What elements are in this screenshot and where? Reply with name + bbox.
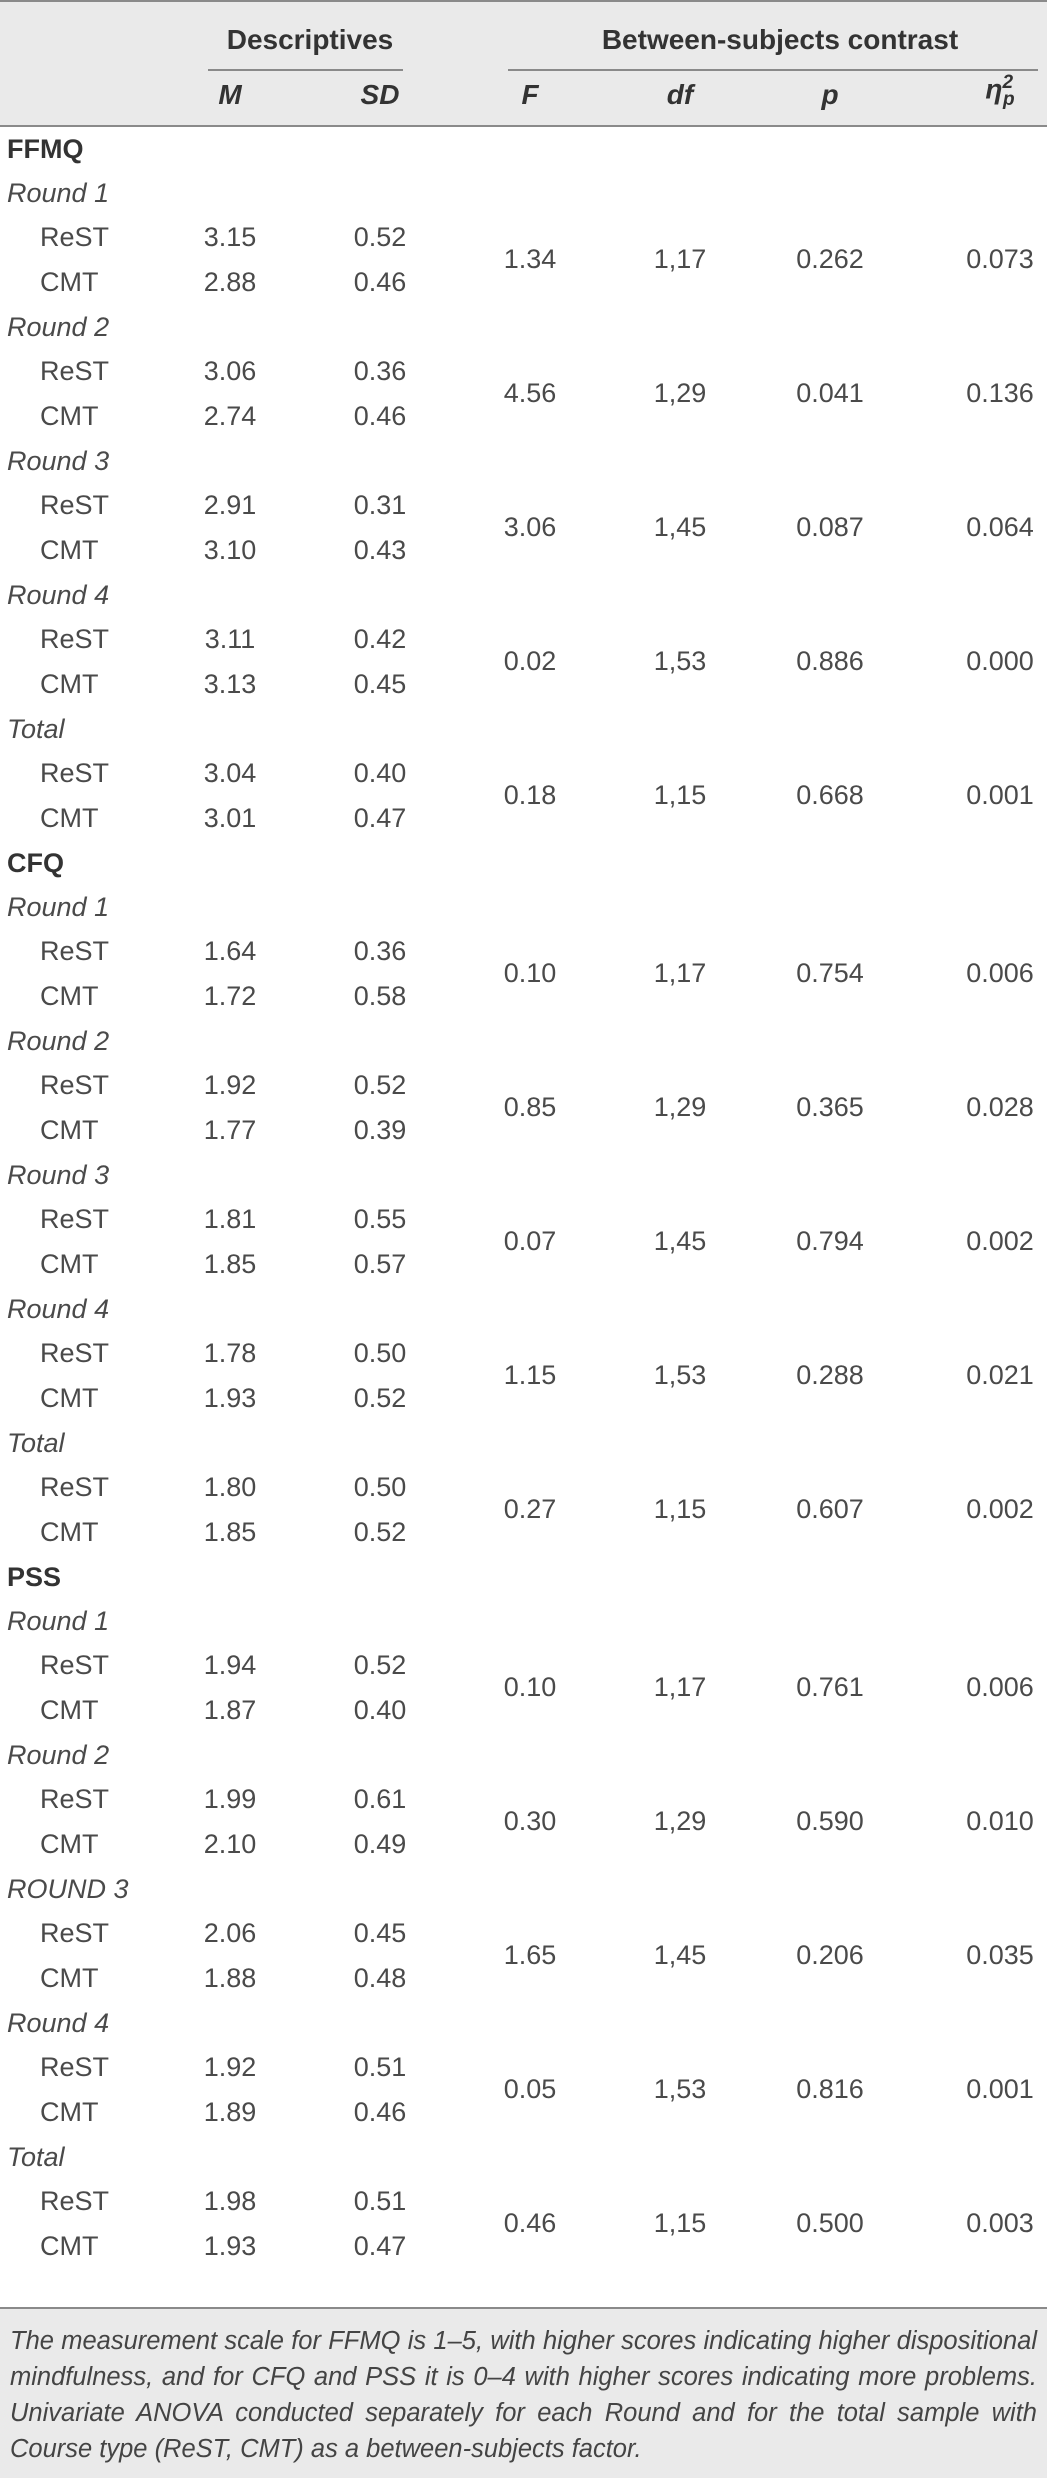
f-value: 0.05	[503, 2074, 557, 2104]
condition-label: CMT	[40, 981, 99, 1011]
p-value: 0.794	[796, 1226, 864, 1256]
scale-label: CFQ	[7, 848, 64, 878]
round-row	[0, 171, 1047, 216]
eta-value: 0.073	[966, 244, 1034, 274]
scale-label: FFMQ	[7, 134, 84, 164]
round-row	[0, 707, 1047, 752]
mean-value: 1.98	[203, 2186, 257, 2216]
condition-label: CMT	[40, 2097, 99, 2127]
mean-value: 1.85	[203, 1249, 257, 1279]
round-label: Round 4	[7, 1294, 110, 1324]
mean-value: 2.88	[203, 267, 257, 297]
condition-label: ReST	[40, 2052, 110, 2082]
col-df-header: df	[666, 79, 694, 110]
mean-value: 3.10	[203, 535, 257, 565]
eta-symbol: η	[985, 73, 1003, 105]
df-value: 1,17	[653, 1672, 707, 1702]
condition-label: CMT	[40, 2231, 99, 2261]
mean-value: 3.13	[203, 669, 257, 699]
round-row	[0, 1421, 1047, 1466]
mean-value: 1.72	[203, 981, 257, 1011]
table-row	[0, 1822, 1047, 1867]
group-underline-contrast	[508, 69, 1038, 71]
round-label: Round 2	[7, 1026, 110, 1056]
table-row	[0, 796, 1047, 841]
mean-value: 2.74	[203, 401, 257, 431]
p-value: 0.365	[796, 1092, 864, 1122]
col-p-header: p	[821, 79, 839, 110]
f-value: 3.06	[503, 512, 557, 542]
eta-value: 0.002	[966, 1226, 1034, 1256]
condition-label: ReST	[40, 1472, 110, 1502]
round-row	[0, 1153, 1047, 1198]
round-label: Round 2	[7, 1740, 110, 1770]
f-value: 1.34	[503, 244, 557, 274]
group-underline-descriptives	[208, 69, 403, 71]
f-value: 0.27	[503, 1494, 557, 1524]
table-row	[0, 2224, 1047, 2269]
sd-value: 0.39	[353, 1115, 407, 1145]
eta-value: 0.000	[966, 646, 1034, 676]
f-value: 0.10	[503, 1672, 557, 1702]
df-value: 1,53	[653, 2074, 707, 2104]
eta-superscript: 2	[1002, 72, 1014, 93]
table-row	[0, 1510, 1047, 1555]
round-label: Round 2	[7, 312, 110, 342]
table-row	[0, 528, 1047, 573]
sd-value: 0.36	[353, 356, 407, 386]
group-contrast: Between-subjects contrast	[601, 24, 959, 55]
condition-label: CMT	[40, 1115, 99, 1145]
mean-value: 2.91	[203, 490, 257, 520]
condition-label: ReST	[40, 1918, 110, 1948]
sd-value: 0.46	[353, 267, 407, 297]
table-row	[0, 394, 1047, 439]
eta-value: 0.010	[966, 1806, 1034, 1836]
col-eta-header	[970, 72, 1030, 111]
condition-label: CMT	[40, 1695, 99, 1725]
condition-label: ReST	[40, 1204, 110, 1234]
mean-value: 1.80	[203, 1472, 257, 1502]
eta-value: 0.021	[966, 1360, 1034, 1390]
p-value: 0.754	[796, 958, 864, 988]
table-row	[0, 1688, 1047, 1733]
sd-value: 0.52	[353, 222, 407, 252]
scale-row	[0, 841, 1047, 886]
mean-value: 1.77	[203, 1115, 257, 1145]
df-value: 1,53	[653, 646, 707, 676]
mean-value: 1.64	[203, 936, 257, 966]
mean-value: 1.94	[203, 1650, 257, 1680]
round-row	[0, 1867, 1047, 1912]
round-row	[0, 573, 1047, 618]
mean-value: 1.92	[203, 1070, 257, 1100]
condition-label: ReST	[40, 1070, 110, 1100]
eta-value: 0.002	[966, 1494, 1034, 1524]
round-label: ROUND 3	[7, 1874, 129, 1904]
condition-label: ReST	[40, 758, 110, 788]
f-value: 1.15	[503, 1360, 557, 1390]
table-row	[0, 1956, 1047, 2001]
mean-value: 1.92	[203, 2052, 257, 2082]
col-m-header: M	[218, 79, 242, 110]
mean-value: 3.04	[203, 758, 257, 788]
condition-label: CMT	[40, 1249, 99, 1279]
f-value: 4.56	[503, 378, 557, 408]
sd-value: 0.47	[353, 803, 407, 833]
eta-value: 0.035	[966, 1940, 1034, 1970]
p-value: 0.206	[796, 1940, 864, 1970]
p-value: 0.262	[796, 244, 864, 274]
condition-label: ReST	[40, 1338, 110, 1368]
condition-label: CMT	[40, 535, 99, 565]
mean-value: 1.81	[203, 1204, 257, 1234]
table-row	[0, 1108, 1047, 1153]
p-value: 0.288	[796, 1360, 864, 1390]
eta-value: 0.006	[966, 1672, 1034, 1702]
sd-value: 0.50	[353, 1338, 407, 1368]
eta-value: 0.001	[966, 2074, 1034, 2104]
condition-label: CMT	[40, 1963, 99, 1993]
eta-value: 0.006	[966, 958, 1034, 988]
condition-label: ReST	[40, 1650, 110, 1680]
sd-value: 0.52	[353, 1650, 407, 1680]
eta-value: 0.028	[966, 1092, 1034, 1122]
p-value: 0.816	[796, 2074, 864, 2104]
mean-value: 1.85	[203, 1517, 257, 1547]
mean-value: 2.06	[203, 1918, 257, 1948]
table-row	[0, 662, 1047, 707]
round-label: Round 1	[7, 892, 110, 922]
round-row	[0, 1599, 1047, 1644]
round-label: Round 4	[7, 580, 110, 610]
sd-value: 0.55	[353, 1204, 407, 1234]
round-label: Total	[7, 714, 65, 744]
table-row	[0, 1376, 1047, 1421]
round-label: Round 1	[7, 1606, 110, 1636]
eta-value: 0.001	[966, 780, 1034, 810]
sd-value: 0.61	[353, 1784, 407, 1814]
table-row	[0, 974, 1047, 1019]
round-row	[0, 885, 1047, 930]
df-value: 1,45	[653, 1226, 707, 1256]
round-row	[0, 2001, 1047, 2046]
condition-label: CMT	[40, 669, 99, 699]
table-row	[0, 2090, 1047, 2135]
df-value: 1,15	[653, 1494, 707, 1524]
f-value: 0.18	[503, 780, 557, 810]
f-value: 0.85	[503, 1092, 557, 1122]
eta-value: 0.064	[966, 512, 1034, 542]
mean-value: 1.87	[203, 1695, 257, 1725]
condition-label: ReST	[40, 490, 110, 520]
p-value: 0.668	[796, 780, 864, 810]
df-value: 1,15	[653, 780, 707, 810]
df-value: 1,45	[653, 512, 707, 542]
condition-label: ReST	[40, 936, 110, 966]
sd-value: 0.51	[353, 2186, 407, 2216]
round-label: Total	[7, 1428, 65, 1458]
condition-label: ReST	[40, 624, 110, 654]
condition-label: ReST	[40, 222, 110, 252]
sd-value: 0.46	[353, 401, 407, 431]
condition-label: ReST	[40, 356, 110, 386]
sd-value: 0.47	[353, 2231, 407, 2261]
p-value: 0.500	[796, 2208, 864, 2238]
round-label: Round 3	[7, 1160, 110, 1190]
round-row	[0, 1733, 1047, 1778]
sd-value: 0.46	[353, 2097, 407, 2127]
round-row	[0, 305, 1047, 350]
table-row	[0, 260, 1047, 305]
f-value: 0.02	[503, 646, 557, 676]
round-row	[0, 2135, 1047, 2180]
round-label: Total	[7, 2142, 65, 2172]
sd-value: 0.57	[353, 1249, 407, 1279]
mean-value: 1.93	[203, 1383, 257, 1413]
f-value: 0.10	[503, 958, 557, 988]
condition-label: ReST	[40, 2186, 110, 2216]
p-value: 0.590	[796, 1806, 864, 1836]
sd-value: 0.52	[353, 1517, 407, 1547]
sd-value: 0.52	[353, 1070, 407, 1100]
sd-value: 0.40	[353, 758, 407, 788]
p-value: 0.761	[796, 1672, 864, 1702]
scale-row	[0, 1555, 1047, 1600]
mean-value: 3.11	[204, 624, 256, 654]
sd-value: 0.50	[353, 1472, 407, 1502]
mean-value: 1.88	[203, 1963, 257, 1993]
df-value: 1,17	[653, 958, 707, 988]
sd-value: 0.36	[353, 936, 407, 966]
condition-label: CMT	[40, 401, 99, 431]
condition-label: CMT	[40, 267, 99, 297]
condition-label: CMT	[40, 1383, 99, 1413]
eta-value: 0.003	[966, 2208, 1034, 2238]
sd-value: 0.58	[353, 981, 407, 1011]
df-value: 1,29	[653, 378, 707, 408]
footnote-text: The measurement scale for FFMQ is 1–5, with higher scores indicating higher dispositional mindfulness, and for CFQ and PSS it is 0–4 with higher scores indicating more problems. Univariate ANOVA conducted separately for each Round and for the total sample with Course type (ReST, CMT) as a between-subjects factor.	[10, 2327, 1037, 2463]
condition-label: CMT	[40, 1829, 99, 1859]
eta-value: 0.136	[966, 378, 1034, 408]
round-label: Round 1	[7, 178, 110, 208]
round-label: Round 3	[7, 446, 110, 476]
eta-subscript: p	[1003, 88, 1015, 110]
df-value: 1,15	[653, 2208, 707, 2238]
mean-value: 3.15	[203, 222, 257, 252]
df-value: 1,29	[653, 1092, 707, 1122]
p-value: 0.041	[796, 378, 864, 408]
mean-value: 1.78	[203, 1338, 257, 1368]
f-value: 1.65	[503, 1940, 557, 1970]
table-footnote	[0, 2307, 1047, 2478]
round-label: Round 4	[7, 2008, 110, 2038]
df-value: 1,45	[653, 1940, 707, 1970]
sd-value: 0.40	[353, 1695, 407, 1725]
round-row	[0, 1019, 1047, 1064]
f-value: 0.07	[503, 1226, 557, 1256]
col-sd-header: SD	[360, 79, 400, 110]
mean-value: 3.01	[203, 803, 257, 833]
round-row	[0, 1287, 1047, 1332]
scale-label: PSS	[7, 1562, 62, 1592]
table-row	[0, 1242, 1047, 1287]
sd-value: 0.45	[353, 669, 407, 699]
mean-value: 3.06	[203, 356, 257, 386]
group-descriptives: Descriptives	[226, 24, 394, 55]
condition-label: CMT	[40, 1517, 99, 1547]
mean-value: 1.99	[203, 1784, 257, 1814]
p-value: 0.087	[796, 512, 864, 542]
sd-value: 0.52	[353, 1383, 407, 1413]
p-value: 0.607	[796, 1494, 864, 1524]
sd-value: 0.51	[353, 2052, 407, 2082]
sd-value: 0.49	[353, 1829, 407, 1859]
sd-value: 0.45	[353, 1918, 407, 1948]
p-value: 0.886	[796, 646, 864, 676]
col-f-header: F	[521, 79, 539, 110]
mean-value: 1.89	[203, 2097, 257, 2127]
sd-value: 0.31	[353, 490, 407, 520]
f-value: 0.30	[503, 1806, 557, 1836]
round-row	[0, 439, 1047, 484]
condition-label: CMT	[40, 803, 99, 833]
df-value: 1,17	[653, 244, 707, 274]
f-value: 0.46	[503, 2208, 557, 2238]
table-header	[0, 0, 1047, 127]
sd-value: 0.48	[353, 1963, 407, 1993]
scale-row	[0, 127, 1047, 172]
mean-value: 2.10	[203, 1829, 257, 1859]
sd-value: 0.42	[353, 624, 407, 654]
sd-value: 0.43	[353, 535, 407, 565]
df-value: 1,29	[653, 1806, 707, 1836]
df-value: 1,53	[653, 1360, 707, 1390]
mean-value: 1.93	[203, 2231, 257, 2261]
table-body	[0, 127, 1047, 2307]
condition-label: ReST	[40, 1784, 110, 1814]
